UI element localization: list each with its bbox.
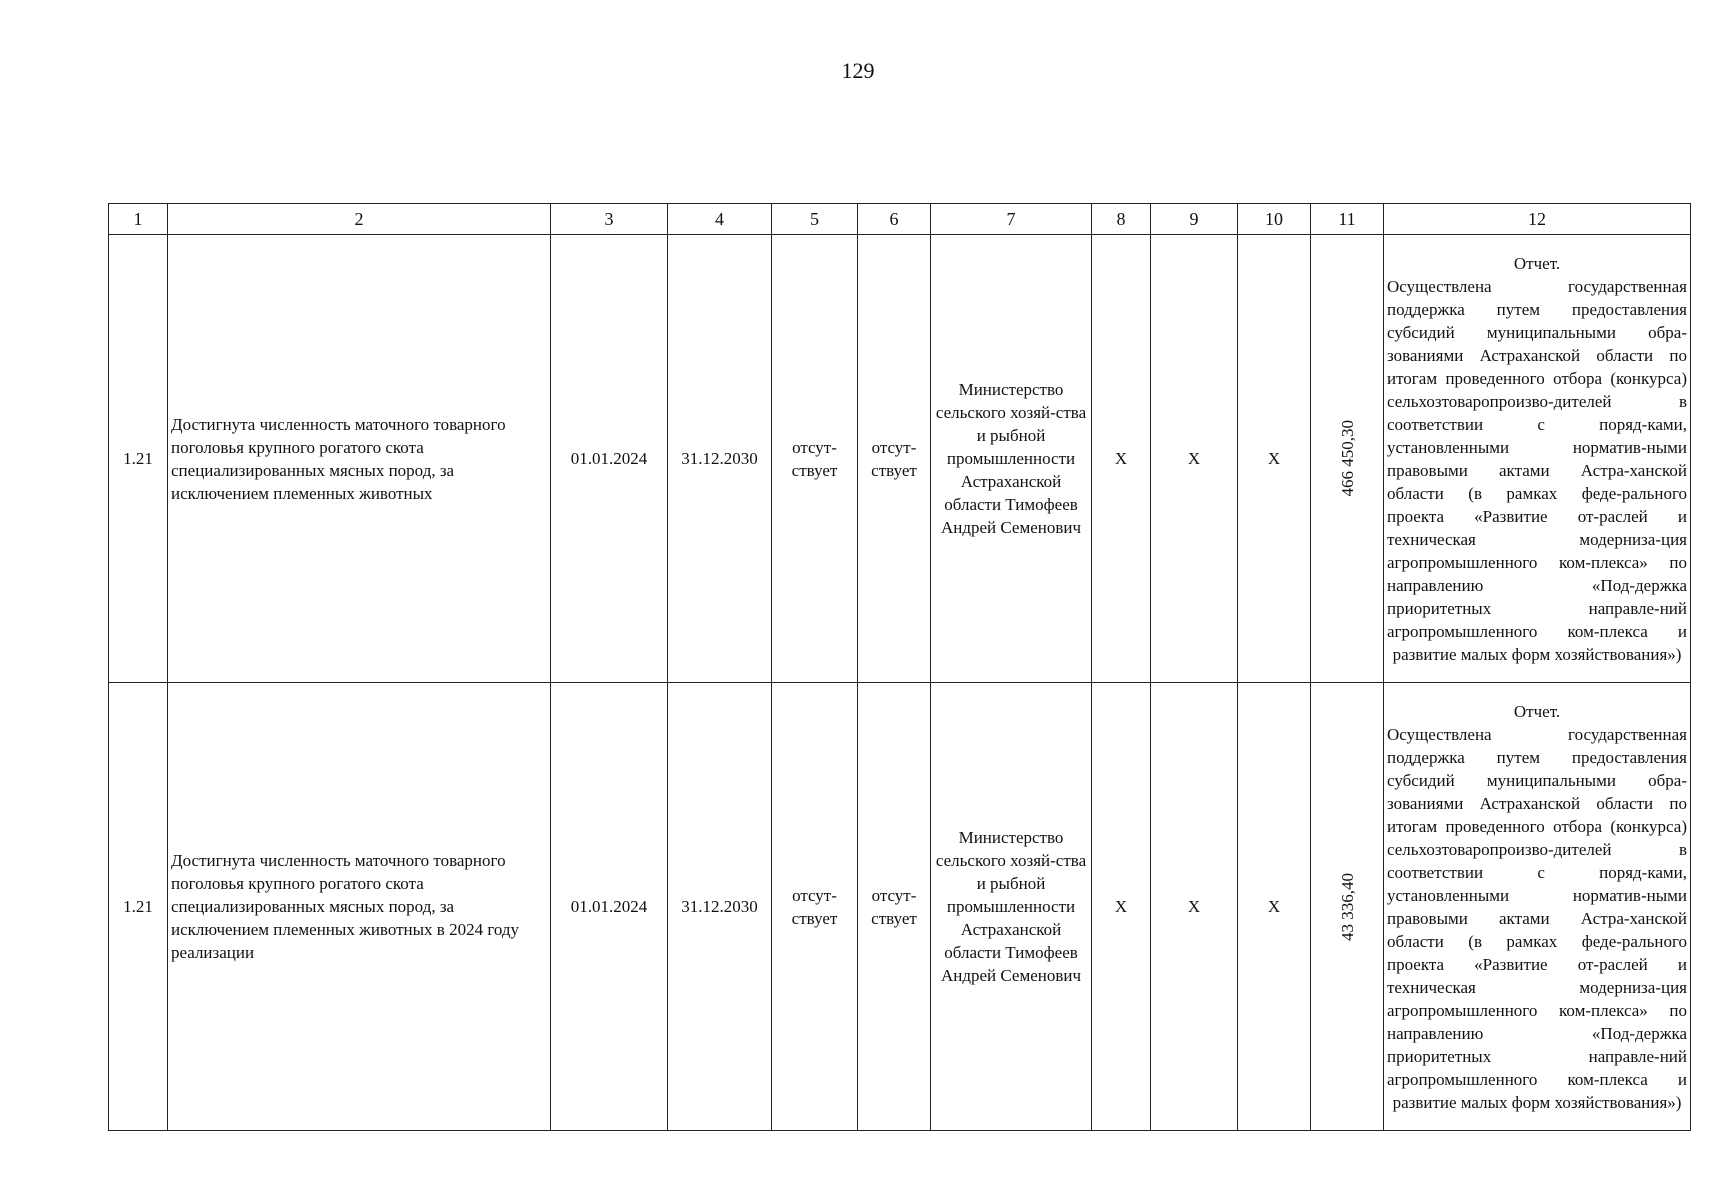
row-col-10: X xyxy=(1238,235,1311,683)
report-text: Осуществлена государственная поддержка путем предоставления субсидий муниципальными обра-зованиями Астраханской области по итогам проведенного отбора (конкурса) сельхозтоваропроизво-дителей в соответствии с поряд-ками, установленными норматив-ными правовыми актами Астра-ханской области (в рамках феде-рального проекта «Развитие от-раслей и техническая модерниза-ция агропромышленного ком-плекса» по направлению «Под-держка приоритетных направле-ний агропромышленного ком-плекса и развитие малых форм хозяйствования») xyxy=(1387,276,1687,664)
header-cell-6: 6 xyxy=(858,204,931,235)
row-col-6: отсут-ствует xyxy=(858,683,931,1131)
row-name: Достигнута численность маточного товарного поголовья крупного рогатого скота специализированных мясных пород, за исключением племенных животных в 2024 году реализации xyxy=(168,683,551,1131)
header-cell-10: 10 xyxy=(1238,204,1311,235)
row-responsible: Министерство сельского хозяй-ства и рыбной промышленности Астраханской области Тимофеев Андрей Семенович xyxy=(931,235,1092,683)
row-col-10: X xyxy=(1238,683,1311,1131)
report-title: Отчет. xyxy=(1513,253,1561,273)
header-cell-9: 9 xyxy=(1151,204,1238,235)
row-col-9: X xyxy=(1151,235,1238,683)
table-row xyxy=(109,235,1691,683)
row-number: 1.21 xyxy=(109,683,168,1131)
row-col-9: X xyxy=(1151,683,1238,1131)
header-cell-3: 3 xyxy=(551,204,668,235)
row-col-5: отсут-ствует xyxy=(772,235,858,683)
header-cell-7: 7 xyxy=(931,204,1092,235)
table-row xyxy=(109,683,1691,1131)
header-cell-4: 4 xyxy=(668,204,772,235)
row-end-date: 31.12.2030 xyxy=(668,683,772,1131)
row-name: Достигнута численность маточного товарного поголовья крупного рогатого скота специализированных мясных пород, за исключением племенных животных xyxy=(168,235,551,683)
row-col-8: X xyxy=(1092,235,1151,683)
row-report-cell xyxy=(1384,683,1691,1131)
report-table xyxy=(108,203,1691,1131)
row-amount-cell xyxy=(1311,683,1384,1131)
row-report-cell xyxy=(1384,235,1691,683)
header-row xyxy=(109,204,1691,235)
header-cell-5: 5 xyxy=(772,204,858,235)
row-col-8: X xyxy=(1092,683,1151,1131)
page-number: 129 xyxy=(841,58,875,83)
row-end-date: 31.12.2030 xyxy=(668,235,772,683)
row-amount: 466 450,30 xyxy=(1337,420,1357,497)
header-cell-1: 1 xyxy=(109,204,168,235)
row-number: 1.21 xyxy=(109,235,168,683)
row-amount: 43 336,40 xyxy=(1337,872,1357,941)
header-cell-8: 8 xyxy=(1092,204,1151,235)
row-start-date: 01.01.2024 xyxy=(551,235,668,683)
header-cell-11: 11 xyxy=(1311,204,1384,235)
header-cell-2: 2 xyxy=(168,204,551,235)
row-col-6: отсут-ствует xyxy=(858,235,931,683)
report-title: Отчет. xyxy=(1513,701,1561,721)
report-text: Осуществлена государственная поддержка путем предоставления субсидий муниципальными обра-зованиями Астраханской области по итогам проведенного отбора (конкурса) сельхозтоваропроизво-дителей в соответствии с поряд-ками, установленными норматив-ными правовыми актами Астра-ханской области (в рамках феде-рального проекта «Развитие от-раслей и техническая модерниза-ция агропромышленного ком-плекса» по направлению «Под-держка приоритетных направле-ний агропромышленного ком-плекса и развитие малых форм хозяйствования») xyxy=(1387,724,1687,1112)
row-col-5: отсут-ствует xyxy=(772,683,858,1131)
row-responsible: Министерство сельского хозяй-ства и рыбной промышленности Астраханской области Тимофеев Андрей Семенович xyxy=(931,683,1092,1131)
row-start-date: 01.01.2024 xyxy=(551,683,668,1131)
header-cell-12: 12 xyxy=(1384,204,1691,235)
row-amount-cell xyxy=(1311,235,1384,683)
